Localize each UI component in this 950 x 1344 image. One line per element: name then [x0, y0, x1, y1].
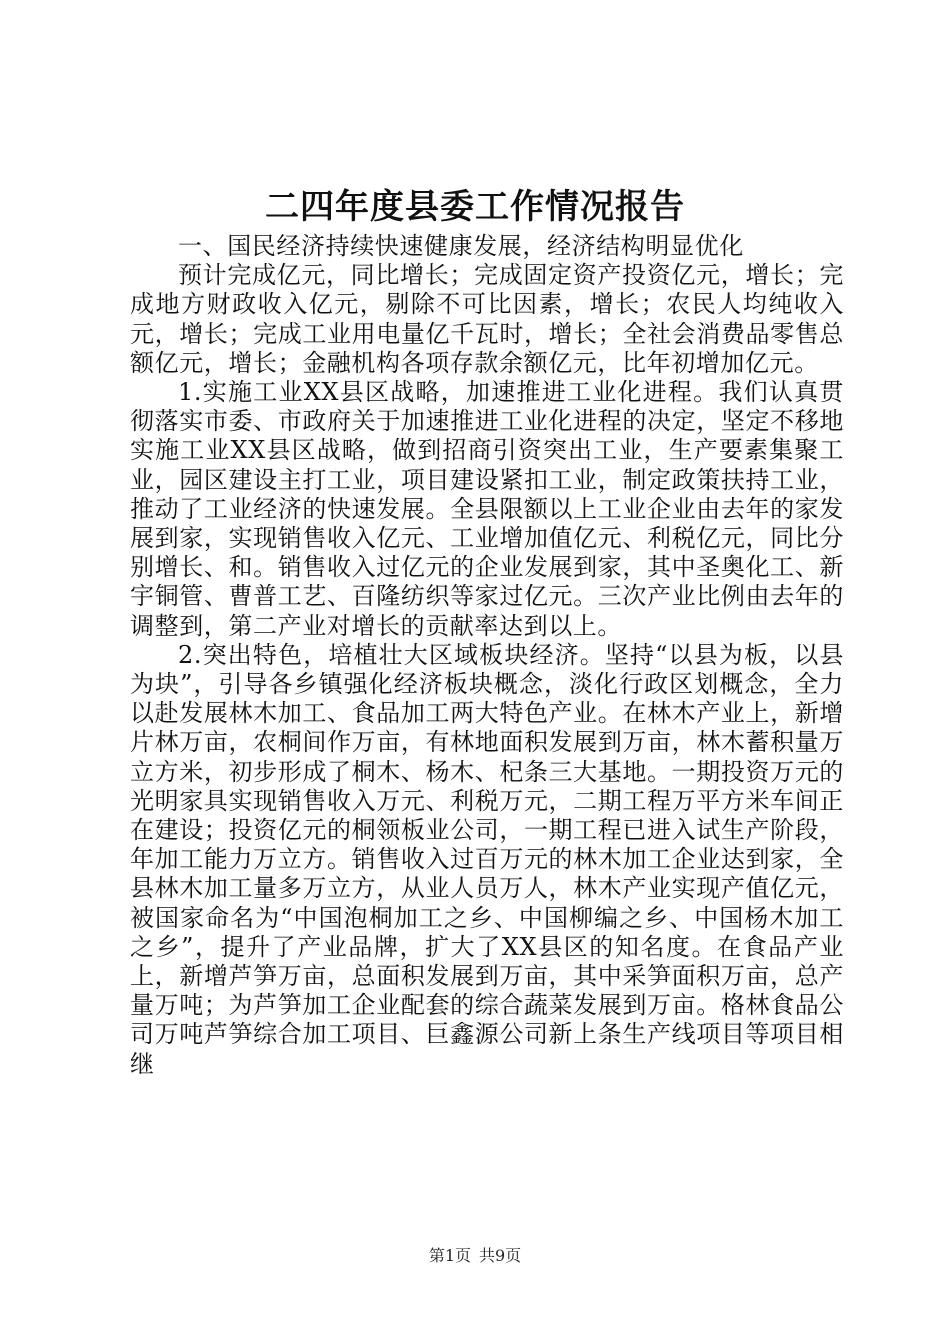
- page-footer: [0, 1244, 950, 1268]
- paragraph: 预计完成亿元，同比增长；完成固定资产投资亿元，增长；完成地方财政收入亿元，剔除不可比因素，增长；农民人均纯收入元，增长；完成工业用电量亿千瓦时，增长；全社会消费品零售总额亿元，增长；金融机构各项存款余额亿元，比年初增加亿元。: [130, 261, 844, 377]
- paragraph: 2.突出特色，培植壮大区域板块经济。坚持“以县为板，以县为块”，引导各乡镇强化经济板块概念，淡化行政区划概念，全力以赴发展林木加工、食品加工两大特色产业。在林木产业上，新增片林万亩，农桐间作万亩，有林地面积发展到万亩，林木蓄积量万立方米，初步形成了桐木、杨木、杞条三大基地。一期投资万元的光明家具实现销售收入万元、利税万元，二期工程万平方米车间正在建设；投资亿元的桐领板业公司，一期工程已进入试生产阶段，年加工能力万立方。销售收入过百万元的林木加工企业达到家，全县林木加工量多万立方，从业人员万人，林木产业实现产值亿元，被国家命名为“中国泡桐加工之乡、中国柳编之乡、中国杨木加工之乡”，提升了产业品牌，扩大了XX县区的知名度。在食品产业上，新增芦笋万亩，总面积发展到万亩，其中采笋面积万亩，总产量万吨；为芦笋加工企业配套的综合蔬菜发展到万亩。格林食品公司万吨芦笋综合加工项目、巨鑫源公司新上条生产线项目等项目相继: [130, 640, 844, 1078]
- page-total: 共9页: [479, 1246, 522, 1265]
- paragraph: 1.实施工业XX县区战略，加速推进工业化进程。我们认真贯彻落实市委、市政府关于加速推进工业化进程的决定，坚定不移地实施工业XX县区战略，做到招商引资突出工业，生产要素集聚工业，园区建设主打工业，项目建设紧扣工业，制定政策扶持工业，推动了工业经济的快速发展。全县限额以上工业企业由去年的家发展到家，实现销售收入亿元、工业增加值亿元、利税亿元，同比分别增长、和。销售收入过亿元的企业发展到家，其中圣奥化工、新宇铜管、曹普工艺、百隆纺织等家过亿元。三次产业比例由去年的调整到，第二产业对增长的贡献率达到以上。: [130, 378, 844, 640]
- section-heading: 一、国民经济持续快速健康发展，经济结构明显优化: [178, 232, 744, 260]
- page-number: 第1页: [428, 1246, 471, 1265]
- document-title: 二四年度县委工作情况报告: [265, 187, 685, 227]
- document-body: [130, 232, 844, 1079]
